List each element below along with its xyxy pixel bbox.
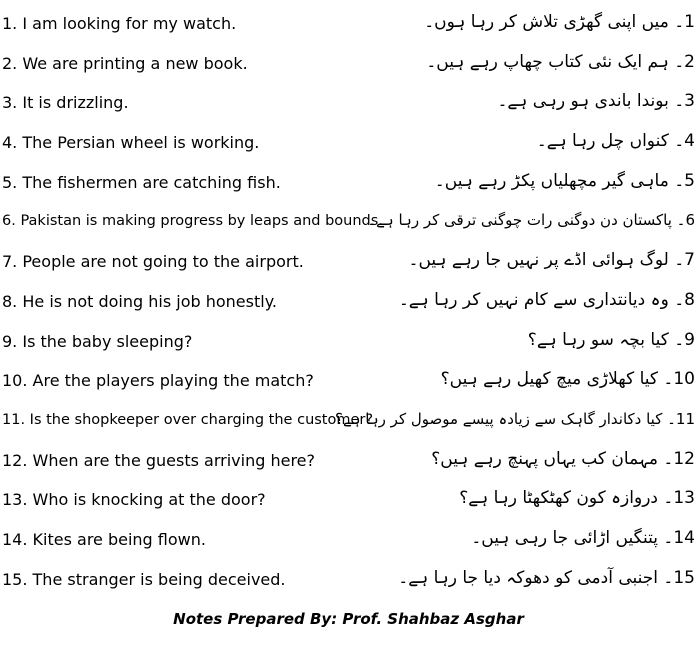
english-sentence: 13. Who is knocking at the door? bbox=[2, 490, 266, 510]
sentence-row-12 bbox=[0, 443, 697, 483]
sentence-row-14 bbox=[0, 522, 697, 562]
english-sentence: 6. Pakistan is making progress by leaps and bounds. bbox=[2, 213, 383, 230]
urdu-sentence: 2۔ ہم ایک نئی کتاب چھاپ رہے ہیں۔ bbox=[426, 51, 695, 72]
translation-sheet bbox=[0, 6, 697, 601]
urdu-sentence: 10۔ کیا کھلاڑی میچ کھیل رہے ہیں؟ bbox=[440, 369, 695, 390]
sentence-row-2 bbox=[0, 46, 697, 86]
english-sentence: 7. People are not going to the airport. bbox=[2, 252, 304, 272]
english-sentence: 2. We are printing a new book. bbox=[2, 53, 248, 73]
english-sentence: 4. The Persian wheel is working. bbox=[2, 133, 260, 153]
urdu-sentence: 15۔ اجنبی آدمی کو دھوکہ دیا جا رہا ہے۔ bbox=[398, 567, 695, 588]
sentence-row-6 bbox=[0, 204, 697, 244]
english-sentence: 8. He is not doing his job honestly. bbox=[2, 291, 277, 311]
sentence-row-1 bbox=[0, 6, 697, 46]
english-sentence: 12. When are the guests arriving here? bbox=[2, 450, 316, 470]
urdu-sentence: 13۔ دروازہ کون کھٹکھٹا رہا ہے؟ bbox=[459, 488, 695, 509]
sentence-row-5 bbox=[0, 165, 697, 205]
urdu-sentence: 12۔ مہمان کب یہاں پہنچ رہے ہیں؟ bbox=[431, 448, 695, 469]
sentence-row-7 bbox=[0, 244, 697, 284]
urdu-sentence: 5۔ ماہی گیر مچھلیاں پکڑ رہے ہیں۔ bbox=[434, 170, 695, 191]
english-sentence: 10. Are the players playing the match? bbox=[2, 371, 314, 391]
urdu-sentence: 8۔ وہ دیانتداری سے کام نہیں کر رہا ہے۔ bbox=[398, 289, 695, 310]
english-sentence: 9. Is the baby sleeping? bbox=[2, 331, 193, 351]
sentence-row-9 bbox=[0, 324, 697, 364]
sentence-row-8 bbox=[0, 284, 697, 324]
sentence-row-10 bbox=[0, 363, 697, 403]
notes-credit: Notes Prepared By: Prof. Shahbaz Asghar bbox=[173, 610, 524, 628]
urdu-sentence: 11۔ کیا دکاندار گاہک سے زیادہ پیسے موصول کر رہا ہے؟ bbox=[335, 409, 695, 428]
english-sentence: 1. I am looking for my watch. bbox=[2, 14, 237, 33]
english-sentence: 14. Kites are being flown. bbox=[2, 529, 206, 549]
sentence-row-3 bbox=[0, 85, 697, 125]
sentence-row-11 bbox=[0, 403, 697, 443]
english-sentence: 3. It is drizzling. bbox=[2, 93, 129, 113]
english-sentence: 5. The fishermen are catching fish. bbox=[2, 172, 281, 192]
urdu-sentence: 9۔ کیا بچہ سو رہا ہے؟ bbox=[527, 329, 695, 350]
urdu-sentence: 7۔ لوگ ہوائی اڈے پر نہیں جا رہے ہیں۔ bbox=[408, 250, 695, 271]
urdu-sentence: 3۔ بوندا باندی ہو رہی ہے۔ bbox=[497, 91, 695, 112]
sentence-row-13 bbox=[0, 482, 697, 522]
sentence-row-4 bbox=[0, 125, 697, 165]
sentence-row-15 bbox=[0, 562, 697, 602]
urdu-sentence: 6۔ پاکستان دن دوگنی رات چوگنی ترقی کر رہا ہے۔ bbox=[367, 211, 695, 230]
english-sentence: 11. Is the shopkeeper over charging the customer? bbox=[2, 411, 374, 428]
urdu-sentence: 14۔ پتنگیں اڑائی جا رہی ہیں۔ bbox=[471, 527, 695, 548]
urdu-sentence: 1۔ میں اپنی گھڑی تلاش کر رہا ہوں۔ bbox=[424, 12, 695, 32]
english-sentence: 15. The stranger is being deceived. bbox=[2, 569, 286, 589]
urdu-sentence: 4۔ کنواں چل رہا ہے۔ bbox=[536, 131, 695, 152]
